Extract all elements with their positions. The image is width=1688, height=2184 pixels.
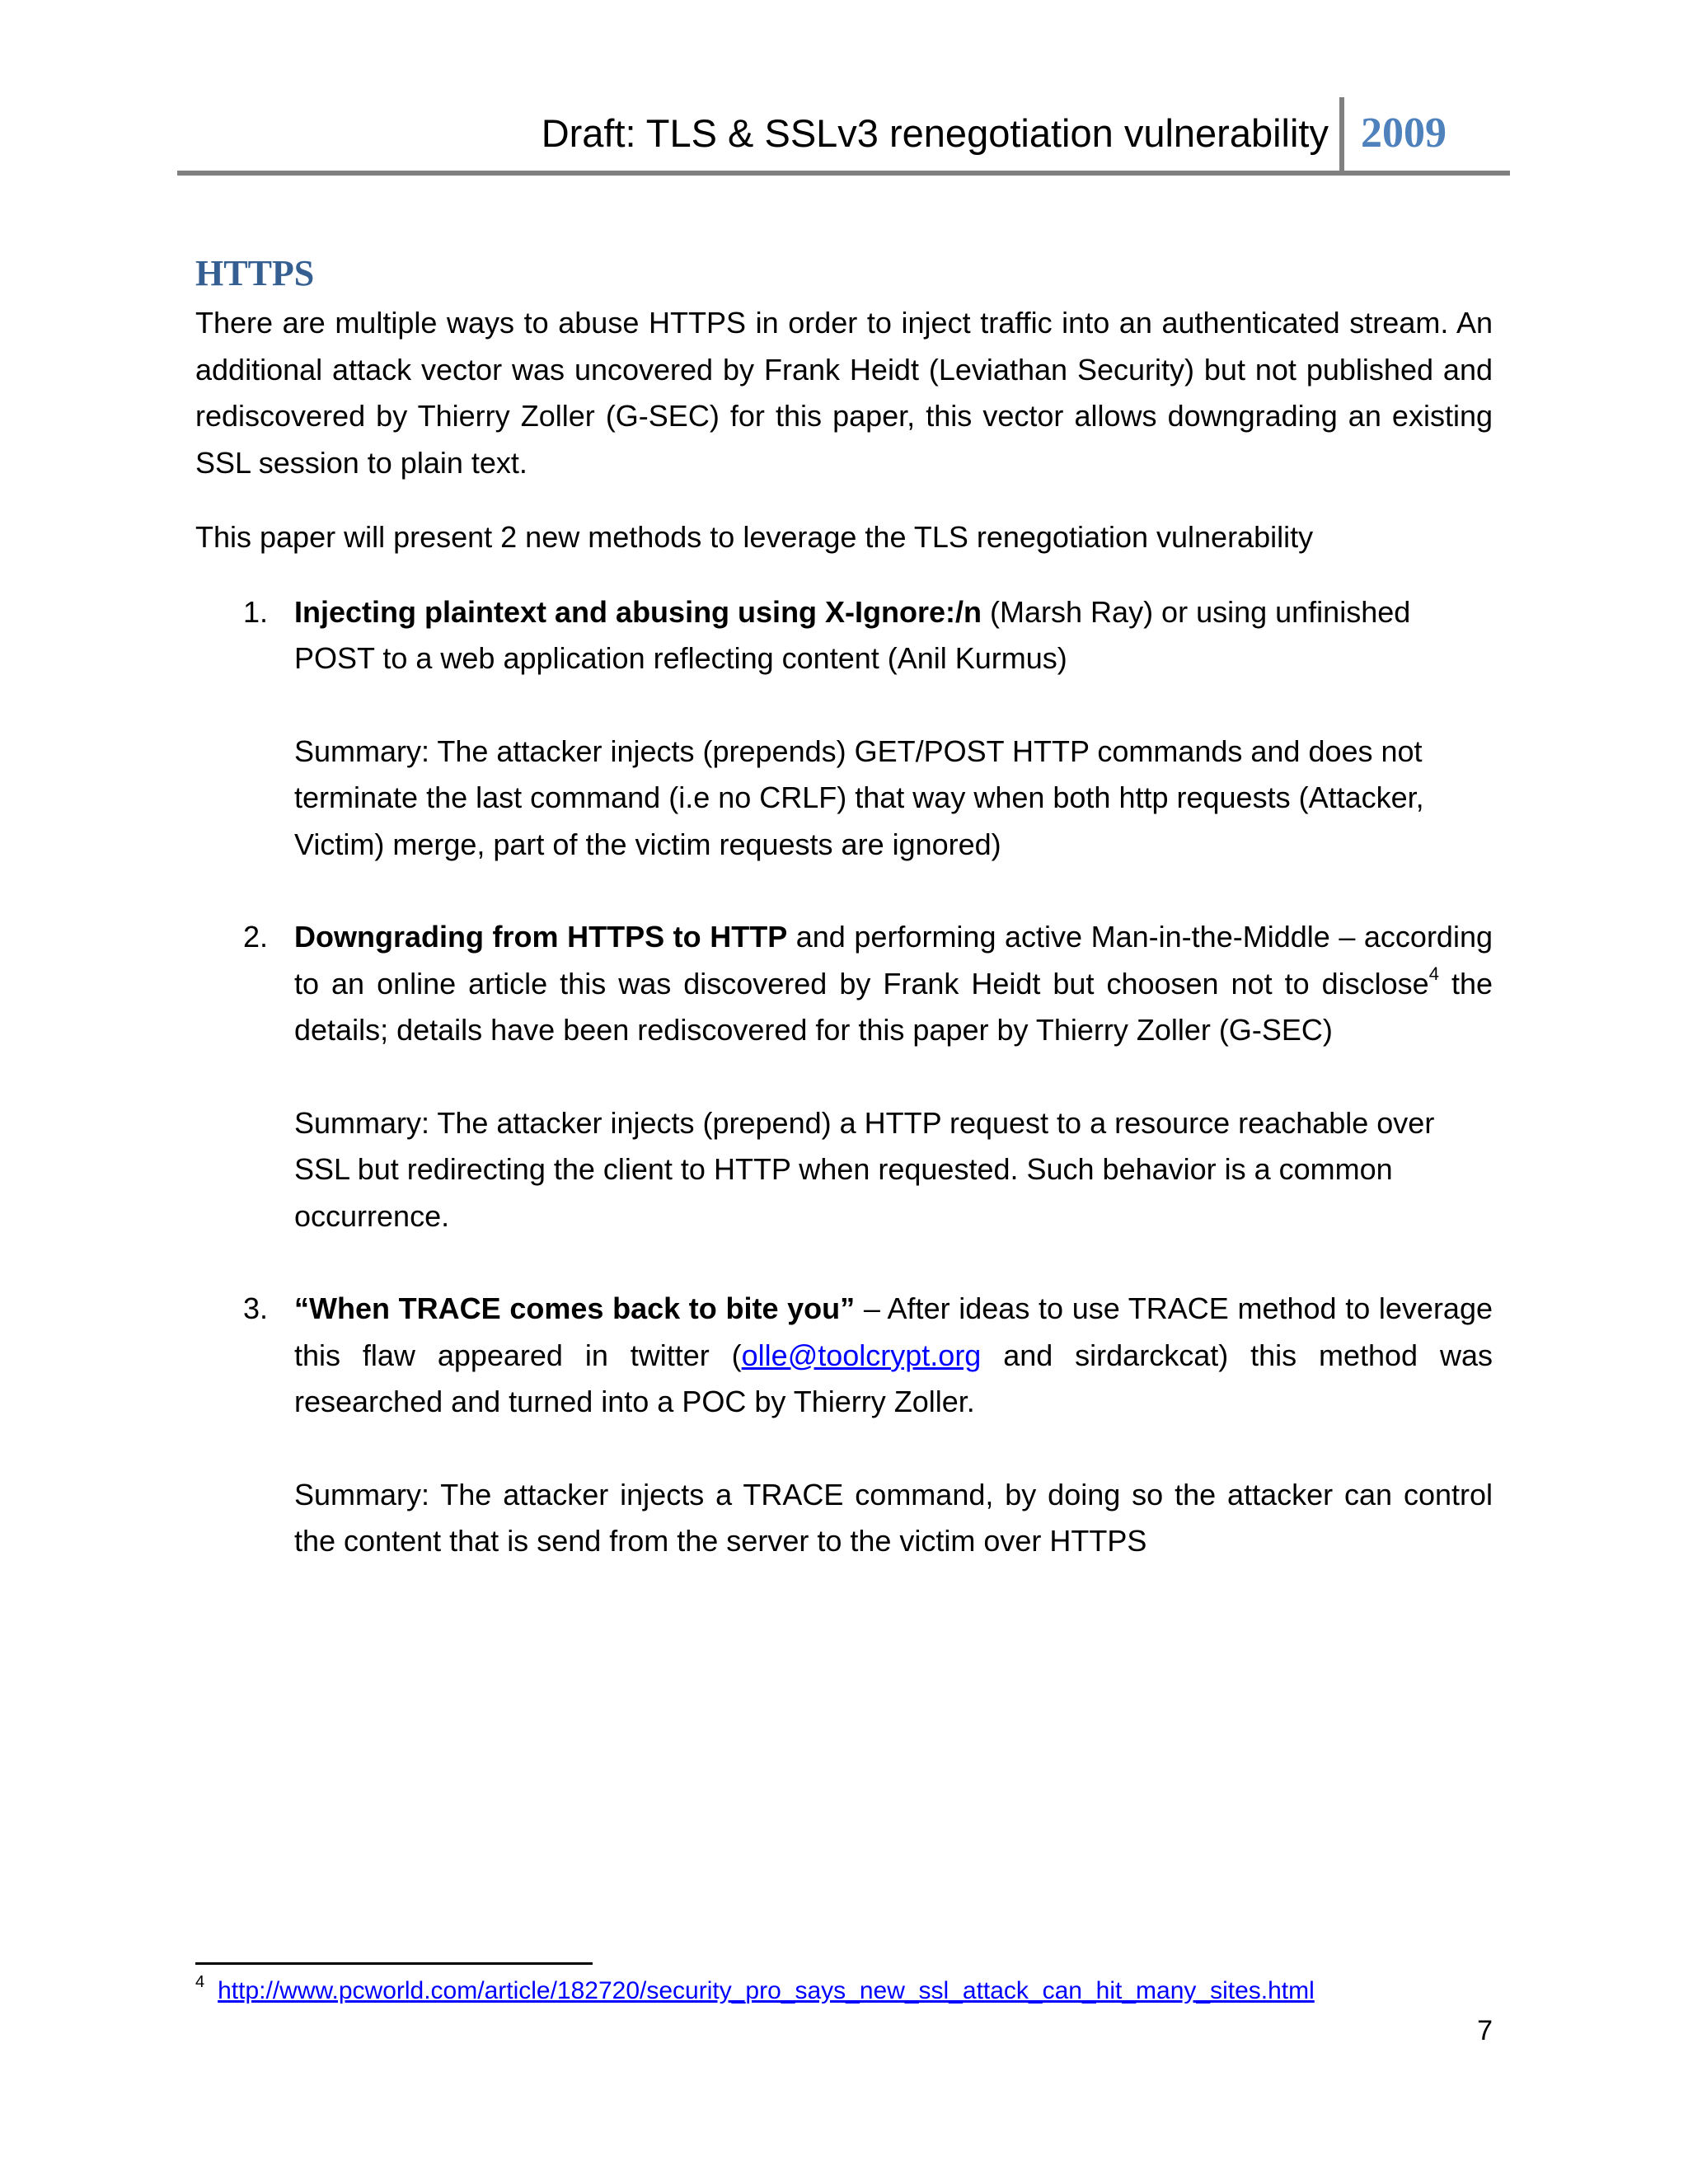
page-number: 7 [1477,2015,1493,2046]
methods-list [195,589,1493,1565]
footnote-separator [195,1962,593,1965]
footnote-mark: 4 [195,1973,205,1991]
section-heading: HTTPS [195,253,315,293]
method-text: – After ideas to use TRACE method to leverage this flaw appeared in twitter ( [294,1291,1493,1372]
lead-paragraph: This paper will present 2 new methods to leverage the TLS renegotiation vulnerability [195,520,1314,554]
footnote [195,1975,1493,2010]
list-item-number: 1. [243,594,269,629]
email-link[interactable]: olle@toolcrypt.org [741,1338,982,1372]
footnote-url-link[interactable]: http://www.pcworld.com/article/182720/security_pro_says_new_ssl_attack_can_hit_many_sites.html [218,1977,1315,2004]
header-year: 2009 [1361,110,1447,157]
method-text-continued: and sirdarckcat) this method was researched and turned into a POC by Thierry Zoller. [294,1338,1493,1418]
method-text-continued: the details; details have been rediscovered for this paper by Thierry Zoller (G-SEC) [294,966,1493,1047]
header-rule [177,171,1510,176]
method-description [294,589,1493,682]
method-text: (Marsh Ray) or using unfinished POST to a web application reflecting content (Anil Kurmus) [294,594,1411,675]
method-text: and performing active Man-in-the-Middle – according to an online article this was discovered by Frank Heidt but choosen not to disclose [294,920,1493,1001]
method-summary: Summary: The attacker injects (prepend) a HTTP request to a resource reachable over SSL but redirecting the client to HTTP when requested. Such behavior is a common occurrence. [294,1105,1435,1233]
method-title: Injecting plaintext and abusing using X-Ignore:/n [294,594,982,629]
method-summary: Summary: The attacker injects (prepends) GET/POST HTTP commands and does not terminate the last command (i.e no CRLF) that way when both http requests (Attacker, Victim) merge, part of the victim requests are ignored) [294,733,1424,861]
method-title: “When TRACE comes back to bite you” [294,1291,856,1325]
list-item-number: 3. [243,1291,269,1325]
method-description [294,914,1493,1054]
method-description [294,1286,1493,1426]
list-item [195,1286,1493,1565]
method-title: Downgrading from HTTPS to HTTP [294,920,788,954]
list-item-number: 2. [243,920,269,954]
header-title: Draft: TLS & SSLv3 renegotiation vulnerability [541,111,1329,155]
list-item [195,589,1493,869]
footnote-reference[interactable]: 4 [1428,963,1439,984]
method-summary: Summary: The attacker injects a TRACE command, by doing so the attacker can control the content that is send from the server to the victim over HTTPS [294,1477,1493,1558]
page-header [177,97,1510,175]
page-content [195,247,1493,1565]
intro-paragraph: There are multiple ways to abuse HTTPS in order to inject traffic into an authenticated stream. An additional attack vector was uncovered by Frank Heidt (Leviathan Security) but not published and rediscovered by Thierry Zoller (G-SEC) for this paper, this vector allows downgrading an existing SSL session to plain text. [195,306,1493,480]
header-divider [1339,97,1344,175]
list-item [195,914,1493,1240]
